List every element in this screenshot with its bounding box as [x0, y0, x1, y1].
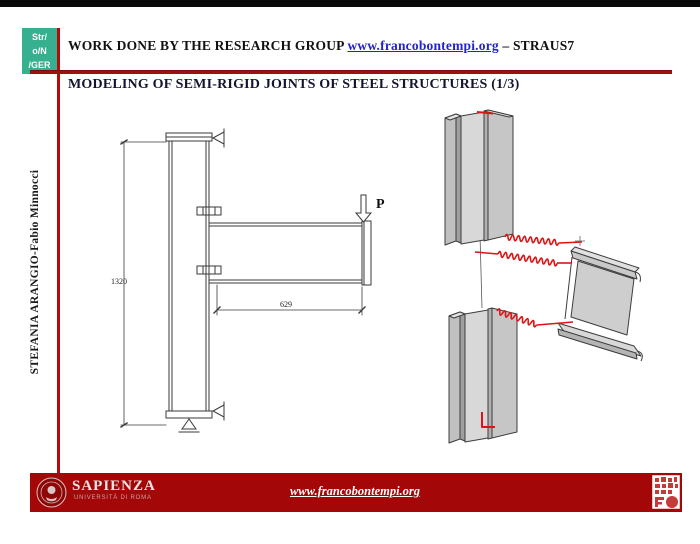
load-label: P	[376, 197, 385, 212]
stronger-logo-line1: Str/	[31, 32, 47, 42]
dim-horizontal-label: 629	[280, 300, 292, 309]
stronger-logo-line3: /GER	[28, 60, 51, 70]
upper-column-3d	[445, 110, 513, 245]
header-suffix: – STRAUS7	[498, 38, 575, 53]
fb-seal-stamp-icon	[652, 475, 680, 509]
bottom-roller-support	[213, 402, 224, 420]
sapienza-subtitle: UNIVERSITÀ DI ROMA	[74, 495, 152, 501]
beam-3d	[558, 247, 642, 361]
top-black-bar	[0, 0, 700, 7]
dim-vertical-label: 1320	[111, 277, 127, 286]
beam-2d	[209, 221, 371, 285]
footer-link-wrap	[255, 484, 455, 499]
column-2d	[166, 133, 212, 418]
header-work-text: WORK DONE BY THE RESEARCH GROUP	[68, 38, 348, 53]
slide-title: MODELING OF SEMI-RIGID JOINTS OF STEEL STRUCTURES (1/3)	[68, 77, 520, 92]
authors-sidebar-text: STEFANIA ARANGIO-Fabio Minnocci	[29, 169, 41, 375]
horizontal-red-rule	[30, 70, 672, 74]
header-line	[68, 38, 668, 54]
guide-cross	[575, 236, 585, 246]
technical-drawing	[75, 95, 405, 445]
stronger-group-logo	[22, 28, 57, 74]
bottom-pin-support	[179, 419, 199, 432]
dimension-1320	[121, 140, 166, 427]
joint-3d-model	[425, 85, 695, 460]
top-roller-support	[213, 129, 224, 147]
stronger-logo-line2: o/N	[32, 46, 47, 56]
column-axis-line	[480, 235, 482, 308]
sapienza-wordmark: SAPIENZA	[72, 478, 156, 494]
vertical-red-rule	[57, 28, 60, 473]
header-link[interactable]: www.francobontempi.org	[347, 38, 499, 53]
spring-middle	[475, 251, 572, 266]
load-arrow	[356, 195, 371, 222]
spring-top	[505, 234, 582, 245]
footer-link[interactable]: www.francobontempi.org	[289, 484, 421, 498]
lower-column-3d	[449, 308, 517, 443]
sapienza-seal-icon	[36, 477, 67, 508]
